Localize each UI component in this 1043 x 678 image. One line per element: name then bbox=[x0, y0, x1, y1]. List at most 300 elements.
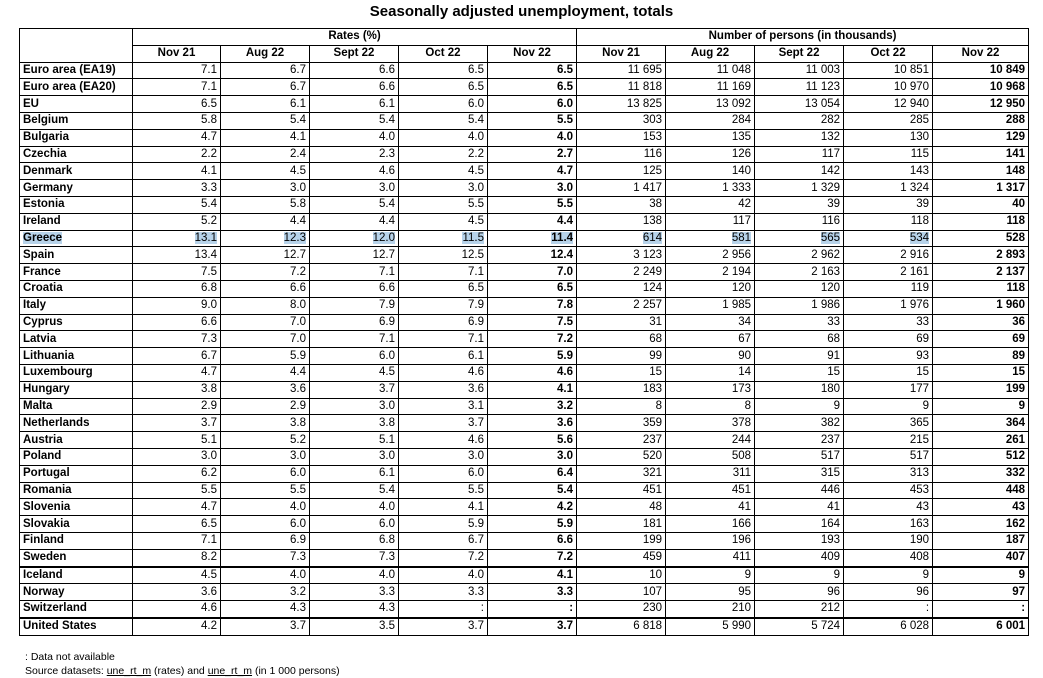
rates-value: 3.0 bbox=[379, 181, 395, 194]
rates-value-cell bbox=[399, 146, 488, 163]
rates-value: 4.0 bbox=[557, 131, 574, 144]
persons-value-cell bbox=[844, 432, 933, 449]
rates-value: 7.2 bbox=[290, 265, 306, 278]
persons-value-cell bbox=[577, 62, 666, 79]
rates-value: 3.8 bbox=[290, 416, 306, 429]
persons-value: 125 bbox=[642, 164, 663, 177]
rates-value: 7.1 bbox=[379, 265, 395, 278]
rates-value: 7.0 bbox=[290, 332, 306, 345]
rates-value: 5.5 bbox=[468, 483, 484, 496]
persons-value-cell bbox=[844, 79, 933, 96]
rates-value-cell bbox=[133, 499, 221, 516]
persons-value: 118 bbox=[910, 215, 930, 228]
persons-value-cell bbox=[666, 280, 755, 297]
rates-value: 2.4 bbox=[290, 147, 306, 160]
rates-value-cell bbox=[221, 96, 310, 113]
table-row bbox=[20, 62, 1029, 79]
persons-value-cell bbox=[755, 499, 844, 516]
rates-value: 3.1 bbox=[468, 399, 484, 412]
rates-value: 7.2 bbox=[557, 551, 574, 564]
rates-value-cell bbox=[133, 230, 221, 247]
persons-value-cell bbox=[666, 601, 755, 618]
rates-value-cell bbox=[488, 348, 577, 365]
persons-value-cell bbox=[933, 331, 1029, 348]
persons-value: 446 bbox=[820, 483, 841, 496]
country-name: Germany bbox=[23, 181, 73, 194]
rates-value: 6.1 bbox=[379, 467, 395, 480]
table-row bbox=[20, 584, 1029, 601]
persons-value: 15 bbox=[1012, 366, 1026, 379]
rates-column-header: Oct 22 bbox=[399, 45, 488, 62]
rates-value: 3.0 bbox=[468, 450, 484, 463]
persons-value: 1 317 bbox=[996, 181, 1026, 194]
rates-value-cell bbox=[399, 532, 488, 549]
rates-value-cell bbox=[221, 230, 310, 247]
rates-value: 3.2 bbox=[557, 399, 574, 412]
rates-value-cell bbox=[399, 129, 488, 146]
persons-value-cell bbox=[933, 618, 1029, 635]
persons-value-cell bbox=[577, 297, 666, 314]
rates-value: 3.3 bbox=[201, 181, 217, 194]
rates-value-cell bbox=[399, 499, 488, 516]
persons-value-cell bbox=[577, 432, 666, 449]
rates-value-cell bbox=[133, 180, 221, 197]
table-row bbox=[20, 79, 1029, 96]
rates-value: 6.2 bbox=[201, 467, 217, 480]
rates-value: 5.9 bbox=[468, 517, 484, 530]
persons-value-cell bbox=[577, 264, 666, 281]
rates-value-cell bbox=[221, 348, 310, 365]
rates-value: 6.6 bbox=[379, 282, 395, 295]
persons-value: 117 bbox=[821, 147, 841, 160]
persons-value-cell bbox=[577, 398, 666, 415]
persons-value-cell bbox=[933, 499, 1029, 516]
persons-value: 2 956 bbox=[722, 248, 752, 261]
rates-value-cell bbox=[399, 247, 488, 264]
rates-value-cell bbox=[488, 196, 577, 213]
persons-value-cell bbox=[844, 465, 933, 482]
rates-value: 5.8 bbox=[290, 198, 306, 211]
persons-value: 190 bbox=[909, 534, 930, 547]
persons-value-cell bbox=[933, 532, 1029, 549]
persons-value-cell bbox=[933, 432, 1029, 449]
rates-value-cell bbox=[310, 415, 399, 432]
rates-value-cell bbox=[399, 280, 488, 297]
persons-value: 132 bbox=[820, 131, 841, 144]
rates-value-cell bbox=[399, 601, 488, 618]
table-row bbox=[20, 398, 1029, 415]
persons-value: 162 bbox=[1005, 517, 1026, 530]
rates-value-cell bbox=[221, 601, 310, 618]
rates-value: 7.1 bbox=[201, 534, 217, 547]
persons-value: 196 bbox=[731, 534, 752, 547]
rates-value-cell bbox=[488, 549, 577, 566]
persons-value: 166 bbox=[731, 517, 752, 530]
rates-value: 4.6 bbox=[379, 164, 395, 177]
persons-value-cell bbox=[666, 213, 755, 230]
rates-value: 4.4 bbox=[379, 215, 395, 228]
persons-value-cell bbox=[577, 567, 666, 584]
rates-value: 3.0 bbox=[379, 399, 395, 412]
persons-value: 15 bbox=[916, 366, 930, 379]
rates-value: 5.8 bbox=[201, 114, 217, 127]
persons-value-cell bbox=[577, 280, 666, 297]
rates-value-cell bbox=[310, 230, 399, 247]
rates-value-cell bbox=[488, 532, 577, 549]
persons-value-cell bbox=[844, 96, 933, 113]
persons-value-cell bbox=[666, 567, 755, 584]
rates-value: 13.4 bbox=[194, 248, 217, 261]
rates-value-cell bbox=[133, 584, 221, 601]
rates-value-cell bbox=[399, 415, 488, 432]
persons-value: 36 bbox=[1012, 315, 1026, 328]
persons-value: 69 bbox=[916, 332, 930, 345]
country-cell bbox=[20, 331, 133, 348]
rates-value-cell bbox=[133, 196, 221, 213]
country-name: Switzerland bbox=[23, 602, 87, 615]
persons-value: 187 bbox=[1005, 534, 1026, 547]
persons-value: 411 bbox=[732, 551, 752, 564]
persons-value-cell bbox=[755, 549, 844, 566]
rates-value-cell bbox=[133, 280, 221, 297]
persons-value-cell bbox=[666, 331, 755, 348]
persons-value-cell bbox=[755, 567, 844, 584]
persons-value: 8 bbox=[655, 399, 663, 412]
table-row bbox=[20, 567, 1029, 584]
rates-value: 11.5 bbox=[462, 231, 484, 244]
persons-value-cell bbox=[577, 348, 666, 365]
table-row bbox=[20, 601, 1029, 618]
persons-value: 42 bbox=[738, 198, 752, 211]
rates-value-cell bbox=[310, 264, 399, 281]
persons-value: 13 825 bbox=[626, 97, 663, 110]
rates-value-cell bbox=[488, 146, 577, 163]
rates-value: 5.2 bbox=[290, 433, 306, 446]
persons-value-cell bbox=[577, 96, 666, 113]
rates-value: 3.2 bbox=[290, 585, 306, 598]
persons-value-cell bbox=[933, 213, 1029, 230]
persons-value: 15 bbox=[649, 366, 663, 379]
country-cell bbox=[20, 280, 133, 297]
rates-value-cell bbox=[488, 601, 577, 618]
persons-value-cell bbox=[844, 62, 933, 79]
persons-value: 5 724 bbox=[811, 620, 841, 633]
persons-value: 407 bbox=[1005, 551, 1026, 564]
country-cell bbox=[20, 398, 133, 415]
rates-value: 3.0 bbox=[557, 181, 574, 194]
rates-value-cell bbox=[221, 432, 310, 449]
persons-value-cell bbox=[666, 381, 755, 398]
persons-value-cell bbox=[933, 567, 1029, 584]
rates-value-cell bbox=[399, 331, 488, 348]
persons-value-cell bbox=[666, 230, 755, 247]
rates-value-cell bbox=[399, 180, 488, 197]
rates-value-cell bbox=[488, 331, 577, 348]
rates-value-cell bbox=[221, 532, 310, 549]
persons-value-cell bbox=[844, 331, 933, 348]
persons-group-header: Number of persons (in thousands) bbox=[577, 29, 1029, 46]
persons-value-cell bbox=[755, 79, 844, 96]
persons-value-cell bbox=[755, 129, 844, 146]
country-name: Hungary bbox=[23, 383, 70, 396]
country-name: Belgium bbox=[23, 114, 69, 127]
persons-value: 614 bbox=[642, 231, 663, 244]
rates-value-cell bbox=[310, 146, 399, 163]
rates-value: 7.0 bbox=[290, 315, 306, 328]
persons-value: 2 249 bbox=[633, 265, 663, 278]
persons-value-cell bbox=[666, 532, 755, 549]
rates-value: 6.5 bbox=[468, 282, 484, 295]
rates-value-cell bbox=[221, 381, 310, 398]
persons-value: 528 bbox=[1005, 231, 1026, 244]
rates-value: 3.0 bbox=[290, 450, 306, 463]
persons-value: 382 bbox=[820, 416, 841, 429]
persons-value-cell bbox=[577, 415, 666, 432]
country-name: Ireland bbox=[23, 215, 61, 228]
source-link-persons[interactable]: une_rt_m bbox=[207, 665, 253, 677]
rates-value: 6.5 bbox=[201, 97, 217, 110]
persons-value: 6 028 bbox=[900, 620, 930, 633]
persons-value: 2 163 bbox=[811, 265, 841, 278]
rates-value-cell bbox=[133, 146, 221, 163]
persons-value: 11 818 bbox=[627, 80, 663, 93]
persons-value-cell bbox=[577, 230, 666, 247]
persons-value-cell bbox=[933, 180, 1029, 197]
persons-value-cell bbox=[755, 280, 844, 297]
country-cell bbox=[20, 62, 133, 79]
persons-value: 512 bbox=[1005, 450, 1026, 463]
persons-value-cell bbox=[666, 297, 755, 314]
persons-value-cell bbox=[577, 465, 666, 482]
rates-value-cell bbox=[133, 364, 221, 381]
persons-value: 2 962 bbox=[811, 248, 841, 261]
rates-value: 4.0 bbox=[290, 568, 306, 581]
rates-value-cell bbox=[310, 532, 399, 549]
rates-value: 4.5 bbox=[201, 568, 217, 581]
rates-value-cell bbox=[399, 196, 488, 213]
rates-value: 9.0 bbox=[201, 299, 217, 312]
rates-value-cell bbox=[399, 567, 488, 584]
country-name: Romania bbox=[23, 483, 72, 496]
persons-value-cell bbox=[933, 465, 1029, 482]
rates-value-cell bbox=[488, 618, 577, 635]
rates-value-cell bbox=[488, 180, 577, 197]
table-row bbox=[20, 129, 1029, 146]
rates-value: 4.3 bbox=[379, 602, 395, 615]
rates-value: 4.1 bbox=[557, 568, 574, 581]
persons-value: 41 bbox=[738, 500, 752, 513]
country-cell bbox=[20, 112, 133, 129]
persons-value: 2 257 bbox=[633, 299, 663, 312]
rates-value: 3.8 bbox=[379, 416, 395, 429]
persons-value: 116 bbox=[643, 147, 663, 160]
country-cell bbox=[20, 146, 133, 163]
rates-value: 5.4 bbox=[379, 114, 395, 127]
persons-value-cell bbox=[755, 448, 844, 465]
persons-value: 10 851 bbox=[893, 63, 930, 76]
table-row bbox=[20, 532, 1029, 549]
rates-value: 3.7 bbox=[290, 620, 306, 633]
persons-value-cell bbox=[577, 112, 666, 129]
table-row bbox=[20, 112, 1029, 129]
persons-value: 120 bbox=[731, 282, 752, 295]
table-row bbox=[20, 415, 1029, 432]
rates-value: 6.1 bbox=[468, 349, 484, 362]
rates-value: 7.3 bbox=[290, 551, 306, 564]
rates-value-cell bbox=[221, 314, 310, 331]
country-cell bbox=[20, 297, 133, 314]
country-cell bbox=[20, 230, 133, 247]
persons-value: 508 bbox=[731, 450, 752, 463]
rates-value-cell bbox=[488, 381, 577, 398]
rates-value-cell bbox=[221, 465, 310, 482]
rates-value-cell bbox=[133, 549, 221, 566]
rates-value-cell bbox=[133, 331, 221, 348]
persons-value-cell bbox=[933, 601, 1029, 618]
rates-value-cell bbox=[488, 230, 577, 247]
persons-value-cell bbox=[844, 398, 933, 415]
rates-value-cell bbox=[488, 280, 577, 297]
table-row bbox=[20, 180, 1029, 197]
rates-value-cell bbox=[221, 264, 310, 281]
persons-value-cell bbox=[577, 516, 666, 533]
persons-value-cell bbox=[933, 584, 1029, 601]
persons-value: 43 bbox=[916, 500, 930, 513]
table-row bbox=[20, 549, 1029, 566]
rates-value: 3.3 bbox=[557, 585, 574, 598]
table-row bbox=[20, 196, 1029, 213]
rates-column-header: Nov 22 bbox=[488, 45, 577, 62]
persons-value: 2 161 bbox=[900, 265, 930, 278]
persons-value-cell bbox=[755, 348, 844, 365]
country-name: Finland bbox=[23, 534, 64, 547]
persons-value: 11 048 bbox=[716, 63, 752, 76]
rates-value: 7.1 bbox=[201, 63, 217, 76]
table-row bbox=[20, 448, 1029, 465]
rates-value: 6.6 bbox=[290, 282, 306, 295]
rates-value: 13.1 bbox=[194, 231, 217, 244]
persons-value: 1 985 bbox=[722, 299, 752, 312]
rates-value: 6.0 bbox=[468, 97, 484, 110]
persons-value-cell bbox=[844, 549, 933, 566]
persons-value-cell bbox=[844, 163, 933, 180]
rates-value-cell bbox=[310, 314, 399, 331]
persons-value: 453 bbox=[909, 483, 930, 496]
persons-value-cell bbox=[844, 112, 933, 129]
persons-value: 148 bbox=[1005, 164, 1026, 177]
persons-value-cell bbox=[666, 180, 755, 197]
persons-value-cell bbox=[755, 584, 844, 601]
rates-value-cell bbox=[399, 482, 488, 499]
persons-value-cell bbox=[933, 247, 1029, 264]
country-name: Lithuania bbox=[23, 349, 75, 362]
country-cell bbox=[20, 129, 133, 146]
rates-value-cell bbox=[133, 112, 221, 129]
country-cell bbox=[20, 364, 133, 381]
table-row bbox=[20, 381, 1029, 398]
rates-value-cell bbox=[221, 499, 310, 516]
country-cell bbox=[20, 381, 133, 398]
persons-value: 1 976 bbox=[900, 299, 930, 312]
country-cell bbox=[20, 415, 133, 432]
rates-value-cell bbox=[488, 516, 577, 533]
persons-value-cell bbox=[577, 163, 666, 180]
rates-value: 4.0 bbox=[379, 131, 395, 144]
rates-value: 4.1 bbox=[201, 164, 217, 177]
rates-value: 12.3 bbox=[283, 231, 306, 244]
rates-value-cell bbox=[221, 482, 310, 499]
rates-value: 3.6 bbox=[201, 585, 217, 598]
country-name: Estonia bbox=[23, 198, 65, 211]
rates-value: 5.2 bbox=[201, 215, 217, 228]
rates-value: 6.5 bbox=[557, 282, 574, 295]
rates-column-header: Nov 21 bbox=[133, 45, 221, 62]
rates-value-cell bbox=[399, 516, 488, 533]
persons-value-cell bbox=[666, 79, 755, 96]
persons-value: 193 bbox=[820, 534, 841, 547]
persons-value-cell bbox=[755, 213, 844, 230]
rates-value: 6.0 bbox=[557, 97, 574, 110]
persons-value: 153 bbox=[642, 131, 663, 144]
rates-value-cell bbox=[133, 297, 221, 314]
persons-value: : bbox=[1021, 602, 1026, 615]
source-link-rates[interactable]: une_rt_m bbox=[106, 665, 152, 677]
rates-value-cell bbox=[133, 482, 221, 499]
persons-value-cell bbox=[666, 247, 755, 264]
rates-value: 4.5 bbox=[468, 215, 484, 228]
table-row bbox=[20, 516, 1029, 533]
persons-value-cell bbox=[755, 112, 844, 129]
rates-value-cell bbox=[310, 549, 399, 566]
country-name: Austria bbox=[23, 433, 63, 446]
rates-value-cell bbox=[488, 567, 577, 584]
country-name: Slovakia bbox=[23, 517, 70, 530]
persons-value-cell bbox=[755, 415, 844, 432]
rates-value: 4.1 bbox=[468, 500, 484, 513]
rates-value-cell bbox=[310, 163, 399, 180]
country-cell bbox=[20, 567, 133, 584]
rates-value-cell bbox=[488, 247, 577, 264]
rates-value-cell bbox=[133, 618, 221, 635]
persons-value: 288 bbox=[1005, 114, 1026, 127]
persons-value: 10 849 bbox=[989, 63, 1026, 76]
country-name: United States bbox=[23, 620, 97, 633]
persons-value: 210 bbox=[731, 602, 752, 615]
persons-value: 565 bbox=[820, 231, 841, 244]
persons-value: 96 bbox=[916, 585, 930, 598]
persons-value-cell bbox=[666, 465, 755, 482]
rates-value: 2.9 bbox=[290, 399, 306, 412]
table-body bbox=[20, 62, 1029, 635]
rates-value-cell bbox=[399, 62, 488, 79]
persons-value: 48 bbox=[649, 500, 663, 513]
source-line bbox=[25, 664, 340, 678]
rates-value: 2.7 bbox=[557, 147, 574, 160]
persons-value-cell bbox=[844, 618, 933, 635]
persons-value: 9 bbox=[1018, 399, 1026, 412]
persons-value: 41 bbox=[827, 500, 841, 513]
persons-value-cell bbox=[666, 62, 755, 79]
rates-value-cell bbox=[221, 584, 310, 601]
rates-value-cell bbox=[399, 364, 488, 381]
country-cell bbox=[20, 549, 133, 566]
column-header-row bbox=[20, 45, 1029, 62]
country-cell bbox=[20, 482, 133, 499]
persons-value-cell bbox=[755, 62, 844, 79]
persons-value-cell bbox=[755, 398, 844, 415]
persons-value-cell bbox=[844, 280, 933, 297]
country-cell bbox=[20, 213, 133, 230]
